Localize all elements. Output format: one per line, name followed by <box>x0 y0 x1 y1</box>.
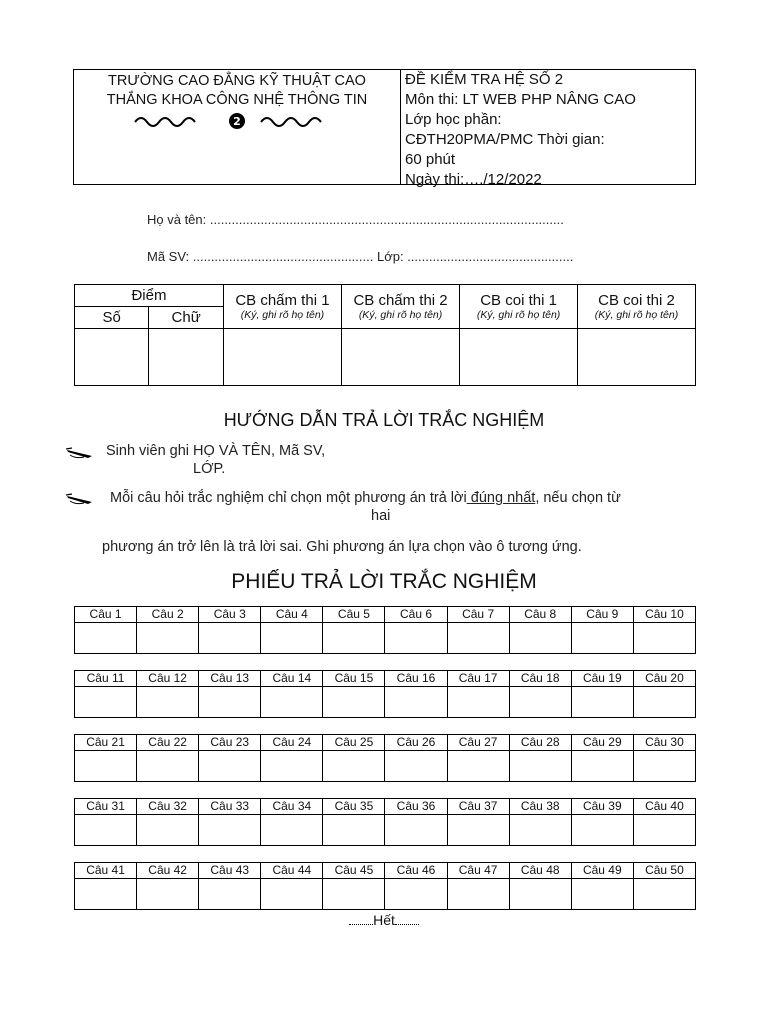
answer-table <box>74 798 696 846</box>
instruction-1-line2: LỚP. <box>193 461 226 477</box>
proctor-1-title: CB coi thi 1 <box>480 292 557 309</box>
question-label: Câu 31 <box>75 799 137 815</box>
instruction-2-line1 <box>110 490 621 506</box>
proctor-2-sub: (Ký, ghi rõ họ tên) <box>594 309 679 321</box>
question-label: Câu 17 <box>447 671 509 687</box>
answer-cell[interactable] <box>261 751 323 782</box>
answer-cell[interactable] <box>323 687 385 718</box>
question-label: Câu 11 <box>75 671 137 687</box>
answer-sheet-title: PHIẾU TRẢ LỜI TRẮC NGHIỆM <box>231 570 537 593</box>
question-label: Câu 20 <box>633 671 695 687</box>
question-label: Câu 4 <box>261 607 323 623</box>
question-label: Câu 26 <box>385 735 447 751</box>
answer-header-row <box>75 671 696 687</box>
answer-cell[interactable] <box>447 815 509 846</box>
answer-cell[interactable] <box>571 879 633 910</box>
answer-cell[interactable] <box>447 623 509 654</box>
question-label: Câu 34 <box>261 799 323 815</box>
grader-1-sign-cell[interactable] <box>223 329 341 386</box>
class-field[interactable]: .............................................. <box>407 249 574 264</box>
question-label: Câu 49 <box>571 863 633 879</box>
answer-cell[interactable] <box>385 623 447 654</box>
grader-1-header <box>223 285 341 329</box>
answer-input-row <box>75 687 696 718</box>
answer-cell[interactable] <box>75 879 137 910</box>
student-id-field[interactable]: .................................................. <box>192 249 377 264</box>
question-label: Câu 45 <box>323 863 385 879</box>
question-label: Câu 38 <box>509 799 571 815</box>
question-label: Câu 15 <box>323 671 385 687</box>
answer-cell[interactable] <box>261 879 323 910</box>
question-label: Câu 23 <box>199 735 261 751</box>
question-label: Câu 28 <box>509 735 571 751</box>
answer-cell[interactable] <box>509 751 571 782</box>
proctor-1-header <box>460 285 578 329</box>
answer-cell[interactable] <box>199 815 261 846</box>
answer-table <box>74 606 696 654</box>
question-label: Câu 32 <box>137 799 199 815</box>
answer-cell[interactable] <box>137 815 199 846</box>
question-label: Câu 21 <box>75 735 137 751</box>
answer-cell[interactable] <box>137 623 199 654</box>
answer-header-row <box>75 607 696 623</box>
instruction-2-line3: phương án trở lên là trả lời sai. Ghi phương án lựa chọn vào ô tương ứng. <box>102 539 582 555</box>
question-label: Câu 35 <box>323 799 385 815</box>
end-dots-right <box>395 912 419 925</box>
answer-cell[interactable] <box>323 815 385 846</box>
answer-cell[interactable] <box>447 687 509 718</box>
score-words-header: Chữ <box>149 307 224 329</box>
exam-info <box>405 70 695 190</box>
answer-cell[interactable] <box>323 623 385 654</box>
proctor-2-header <box>578 285 696 329</box>
answer-cell[interactable] <box>75 623 137 654</box>
question-label: Câu 14 <box>261 671 323 687</box>
answer-cell[interactable] <box>261 623 323 654</box>
question-label: Câu 1 <box>75 607 137 623</box>
answer-input-row <box>75 815 696 846</box>
question-label: Câu 42 <box>137 863 199 879</box>
student-name-row <box>147 212 564 227</box>
answer-header-row <box>75 735 696 751</box>
exam-line: 60 phút <box>405 151 456 168</box>
instructions-title: HƯỚNG DẪN TRẢ LỜI TRẮC NGHIỆM <box>223 410 545 430</box>
question-label: Câu 50 <box>633 863 695 879</box>
question-label: Câu 10 <box>633 607 695 623</box>
ornament-divider-icon <box>74 112 400 130</box>
question-label: Câu 44 <box>261 863 323 879</box>
proctor-2-title: CB coi thi 2 <box>598 292 675 309</box>
answer-cell[interactable] <box>571 623 633 654</box>
answer-input-row <box>75 751 696 782</box>
svg-text:2: 2 <box>233 115 241 128</box>
score-number-cell[interactable] <box>75 329 149 386</box>
answer-cell[interactable] <box>447 751 509 782</box>
question-label: Câu 33 <box>199 799 261 815</box>
student-id-label: Mã SV: <box>147 249 193 264</box>
pen-bullet-icon <box>66 492 96 511</box>
answer-cell[interactable] <box>385 879 447 910</box>
pen-bullet-icon <box>66 446 96 465</box>
grader-1-title: CB chấm thi 1 <box>235 292 330 309</box>
instruction-2-line2: hai <box>371 508 391 524</box>
question-label: Câu 7 <box>447 607 509 623</box>
answer-cell[interactable] <box>509 623 571 654</box>
answer-cell[interactable] <box>509 879 571 910</box>
answer-cell[interactable] <box>571 815 633 846</box>
instruction-1-line1: Sinh viên ghi HỌ VÀ TÊN, Mã SV, <box>106 443 326 459</box>
answer-cell[interactable] <box>323 751 385 782</box>
end-dots-left <box>349 912 373 925</box>
question-label: Câu 16 <box>385 671 447 687</box>
exam-line: Môn thi: LT WEB PHP NÂNG CAO <box>405 91 636 108</box>
grader-2-title: CB chấm thi 2 <box>353 292 448 309</box>
answer-cell[interactable] <box>199 879 261 910</box>
question-label: Câu 27 <box>447 735 509 751</box>
answer-cell[interactable] <box>633 879 695 910</box>
proctor-1-sub: (Ký, ghi rõ họ tên) <box>476 309 561 321</box>
answer-cell[interactable] <box>199 623 261 654</box>
question-label: Câu 40 <box>633 799 695 815</box>
question-label: Câu 46 <box>385 863 447 879</box>
proctor-2-sign-cell[interactable] <box>578 329 696 386</box>
question-label: Câu 39 <box>571 799 633 815</box>
class-label: Lớp: <box>376 249 408 264</box>
answer-cell[interactable] <box>137 687 199 718</box>
question-label: Câu 8 <box>509 607 571 623</box>
end-marker <box>0 912 768 928</box>
answer-cell[interactable] <box>509 687 571 718</box>
question-label: Câu 24 <box>261 735 323 751</box>
question-label: Câu 30 <box>633 735 695 751</box>
school-name-line1: TRƯỜNG CAO ĐẲNG KỸ THUẬT CAO <box>108 73 366 89</box>
end-text: Hết <box>373 912 395 928</box>
answer-cell[interactable] <box>385 751 447 782</box>
answer-cell[interactable] <box>137 879 199 910</box>
exam-line: Ngày thi:…./12/2022 <box>405 171 542 188</box>
question-label: Câu 22 <box>137 735 199 751</box>
exam-header <box>73 69 696 188</box>
answer-cell[interactable] <box>261 815 323 846</box>
question-label: Câu 47 <box>447 863 509 879</box>
exam-line: CĐTH20PMA/PMC Thời gian: <box>405 131 605 148</box>
instruction-2-text-post: , nếu chọn từ <box>535 490 621 506</box>
answer-cell[interactable] <box>199 751 261 782</box>
grader-2-header <box>342 285 460 329</box>
answer-cell[interactable] <box>633 815 695 846</box>
question-label: Câu 43 <box>199 863 261 879</box>
answer-table <box>74 734 696 782</box>
question-label: Câu 37 <box>447 799 509 815</box>
exam-line: Lớp học phần: <box>405 111 502 128</box>
answer-cell[interactable] <box>323 879 385 910</box>
score-number-header: Số <box>75 307 149 329</box>
question-label: Câu 29 <box>571 735 633 751</box>
question-label: Câu 41 <box>75 863 137 879</box>
answer-cell[interactable] <box>385 815 447 846</box>
answer-cell[interactable] <box>633 751 695 782</box>
school-block <box>74 70 401 184</box>
answer-cell[interactable] <box>633 623 695 654</box>
student-name-field[interactable]: .................................................................................................. <box>209 212 564 227</box>
answer-header-row <box>75 863 696 879</box>
question-label: Câu 5 <box>323 607 385 623</box>
answer-cell[interactable] <box>385 687 447 718</box>
grader-1-sub: (Ký, ghi rõ họ tên) <box>240 309 325 321</box>
score-header: Điểm <box>75 285 224 307</box>
question-label: Câu 9 <box>571 607 633 623</box>
instruction-2-emphasis: đúng nhất <box>466 490 536 506</box>
answer-cell[interactable] <box>633 687 695 718</box>
answer-cell[interactable] <box>75 751 137 782</box>
instruction-2-text: Mỗi câu hỏi trắc nghiệm chỉ chọn một phương án trả lời <box>110 490 467 506</box>
question-label: Câu 6 <box>385 607 447 623</box>
answer-table <box>74 670 696 718</box>
answer-cell[interactable] <box>75 687 137 718</box>
answer-cell[interactable] <box>509 815 571 846</box>
answer-cell[interactable] <box>447 879 509 910</box>
question-label: Câu 3 <box>199 607 261 623</box>
student-id-row <box>147 249 573 264</box>
answer-cell[interactable] <box>571 751 633 782</box>
grader-2-sub: (Ký, ghi rõ họ tên) <box>358 309 443 321</box>
school-name-line2: THẮNG KHOA CÔNG NHỆ THÔNG TIN <box>106 92 368 108</box>
question-label: Câu 25 <box>323 735 385 751</box>
question-label: Câu 13 <box>199 671 261 687</box>
proctor-1-sign-cell[interactable] <box>460 329 578 386</box>
answer-table <box>74 862 696 910</box>
question-label: Câu 36 <box>385 799 447 815</box>
answer-cell[interactable] <box>261 687 323 718</box>
student-name-label: Họ và tên: <box>147 212 210 227</box>
answer-input-row <box>75 623 696 654</box>
score-words-cell[interactable] <box>149 329 224 386</box>
question-label: Câu 19 <box>571 671 633 687</box>
answer-cell[interactable] <box>137 751 199 782</box>
question-label: Câu 2 <box>137 607 199 623</box>
answer-header-row <box>75 799 696 815</box>
question-label: Câu 18 <box>509 671 571 687</box>
question-label: Câu 12 <box>137 671 199 687</box>
question-label: Câu 48 <box>509 863 571 879</box>
grader-2-sign-cell[interactable] <box>342 329 460 386</box>
exam-line: ĐỀ KIỂM TRA HỆ SỐ 2 <box>405 71 564 88</box>
score-table <box>74 284 696 386</box>
answer-input-row <box>75 879 696 910</box>
answer-cell[interactable] <box>75 815 137 846</box>
answer-cell[interactable] <box>199 687 261 718</box>
answer-cell[interactable] <box>571 687 633 718</box>
